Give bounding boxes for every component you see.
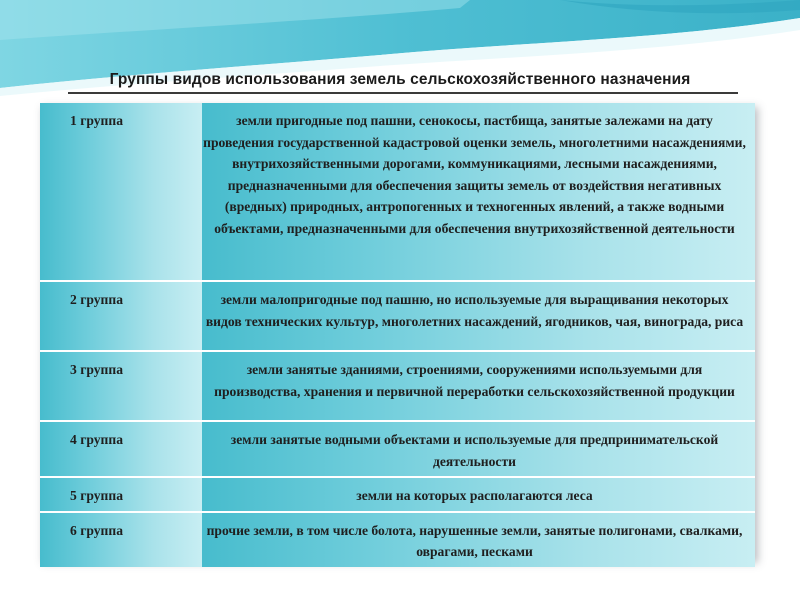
- table-row: [40, 351, 755, 421]
- table-row: [40, 281, 755, 351]
- table-row: [40, 421, 755, 477]
- group-label: 3 группа: [40, 351, 202, 421]
- table-row: [40, 103, 755, 281]
- group-label: 4 группа: [40, 421, 202, 477]
- group-label: 1 группа: [40, 103, 202, 281]
- group-label: 5 группа: [40, 477, 202, 512]
- group-description: земли занятые водными объектами и используемые для предпринимательской деятельности: [202, 421, 755, 477]
- page-title: Группы видов использования земель сельскохозяйственного назначения: [109, 71, 691, 88]
- group-description: земли на которых располагаются леса: [202, 477, 755, 512]
- group-label: 2 группа: [40, 281, 202, 351]
- table-row: [40, 477, 755, 512]
- group-description: прочие земли, в том числе болота, нарушенные земли, занятые полигонами, свалками, оврагами, песками: [202, 512, 755, 567]
- group-label: 6 группа: [40, 512, 202, 567]
- group-description: земли пригодные под пашни, сенокосы, пастбища, занятые залежами на дату проведения государственной кадастровой оценки земель, многолетними насаждениями, внутрихозяйственными дорогами, коммуникациями, лесными насаждениями, предназначенными для обеспечения защиты земель от воздействия негативных (вредных) природных, антропогенных и техногенных явлений, а также водными объектами, предназначенными для обеспечения внутрихозяйственной деятельности: [202, 103, 755, 281]
- land-groups-table-container: [40, 103, 755, 559]
- group-description: земли занятые зданиями, строениями, сооружениями используемыми для производства, хранения и первичной переработки сельскохозяйственной продукции: [202, 351, 755, 421]
- group-description: земли малопригодные под пашню, но используемые для выращивания некоторых видов технических культур, многолетних насаждений, ягодников, чая, винограда, риса: [202, 281, 755, 351]
- title-underline: [68, 92, 738, 94]
- land-groups-table: [40, 103, 755, 567]
- table-row: [40, 512, 755, 567]
